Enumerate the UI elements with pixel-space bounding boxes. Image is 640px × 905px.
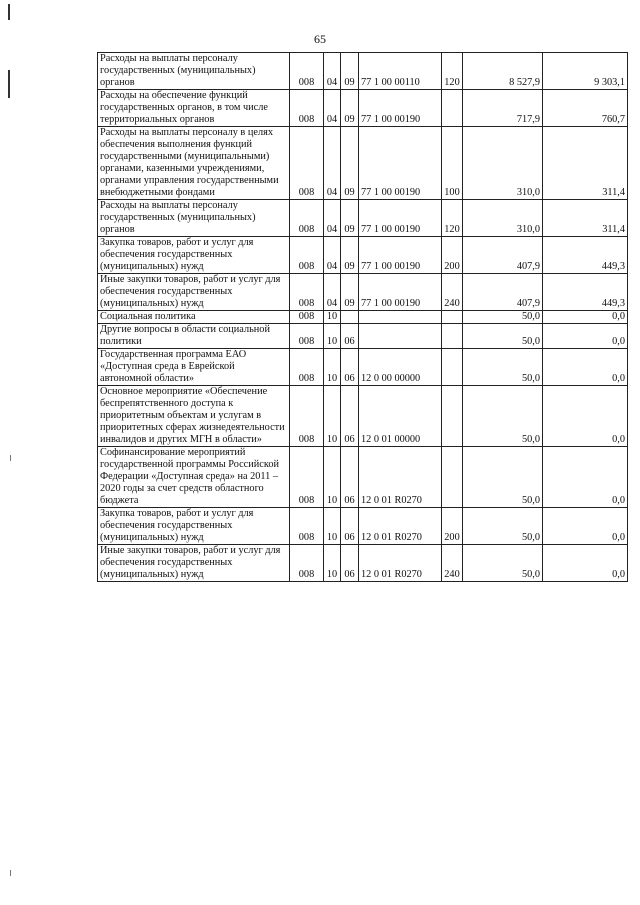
table-row	[98, 447, 628, 508]
expense-name-cell: Другие вопросы в области социальной политики	[98, 324, 290, 349]
table-row	[98, 90, 628, 127]
target-article-cell: 77 1 00 00190	[359, 200, 442, 237]
expense-name-cell: Расходы на выплаты персоналу государственных (муниципальных) органов	[98, 53, 290, 90]
scan-margin-mark	[10, 870, 11, 876]
section-code-cell: 10	[324, 386, 341, 447]
expense-name-cell: Расходы на выплаты персоналу государственных (муниципальных) органов	[98, 200, 290, 237]
subsection-code-cell: 09	[341, 53, 359, 90]
expense-type-cell: 120	[442, 200, 463, 237]
target-article-cell: 77 1 00 00190	[359, 90, 442, 127]
grbs-code-cell: 008	[290, 447, 324, 508]
subsection-code-cell: 09	[341, 90, 359, 127]
table-row	[98, 127, 628, 200]
expense-type-cell: 240	[442, 545, 463, 582]
grbs-code-cell: 008	[290, 349, 324, 386]
grbs-code-cell: 008	[290, 237, 324, 274]
table-row	[98, 311, 628, 324]
expense-type-cell	[442, 324, 463, 349]
budget-table	[97, 52, 628, 582]
table-row	[98, 349, 628, 386]
amount-year1-cell: 407,9	[463, 274, 543, 311]
grbs-code-cell: 008	[290, 53, 324, 90]
amount-year1-cell: 50,0	[463, 349, 543, 386]
expense-name-cell: Основное мероприятие «Обеспечение беспрепятственного доступа к приоритетным объектам и услугам в приоритетных сферах жизнедеятельности инвалидов и других МГН в области»	[98, 386, 290, 447]
expense-name-cell: Софинансирование мероприятий государственной программы Российской Федерации «Доступная среда» на 2011 – 2020 годы за счет средств областного бюджета	[98, 447, 290, 508]
subsection-code-cell: 09	[341, 127, 359, 200]
grbs-code-cell: 008	[290, 324, 324, 349]
target-article-cell: 77 1 00 00190	[359, 237, 442, 274]
grbs-code-cell: 008	[290, 90, 324, 127]
amount-year1-cell: 310,0	[463, 200, 543, 237]
section-code-cell: 04	[324, 90, 341, 127]
target-article-cell	[359, 324, 442, 349]
target-article-cell	[359, 311, 442, 324]
amount-year1-cell: 50,0	[463, 386, 543, 447]
table-row	[98, 274, 628, 311]
budget-table-body	[98, 53, 628, 582]
amount-year2-cell: 0,0	[543, 386, 628, 447]
amount-year1-cell: 407,9	[463, 237, 543, 274]
grbs-code-cell: 008	[290, 274, 324, 311]
expense-type-cell	[442, 90, 463, 127]
subsection-code-cell: 06	[341, 508, 359, 545]
subsection-code-cell: 06	[341, 447, 359, 508]
expense-type-cell: 200	[442, 508, 463, 545]
expense-name-cell: Государственная программа ЕАО «Доступная среда в Еврейской автономной области»	[98, 349, 290, 386]
expense-type-cell: 200	[442, 237, 463, 274]
expense-type-cell	[442, 447, 463, 508]
section-code-cell: 10	[324, 545, 341, 582]
section-code-cell: 04	[324, 200, 341, 237]
expense-name-cell: Закупка товаров, работ и услуг для обеспечения государственных (муниципальных) нужд	[98, 237, 290, 274]
amount-year1-cell: 50,0	[463, 508, 543, 545]
expense-type-cell: 240	[442, 274, 463, 311]
grbs-code-cell: 008	[290, 386, 324, 447]
amount-year2-cell: 0,0	[543, 324, 628, 349]
target-article-cell: 12 0 01 R0270	[359, 545, 442, 582]
amount-year2-cell: 449,3	[543, 274, 628, 311]
grbs-code-cell: 008	[290, 545, 324, 582]
grbs-code-cell: 008	[290, 200, 324, 237]
subsection-code-cell: 06	[341, 324, 359, 349]
grbs-code-cell: 008	[290, 127, 324, 200]
amount-year1-cell: 8 527,9	[463, 53, 543, 90]
section-code-cell: 04	[324, 274, 341, 311]
grbs-code-cell: 008	[290, 311, 324, 324]
scan-margin-mark	[10, 455, 11, 461]
expense-name-cell: Иные закупки товаров, работ и услуг для обеспечения государственных (муниципальных) нужд	[98, 274, 290, 311]
amount-year2-cell: 0,0	[543, 545, 628, 582]
section-code-cell: 10	[324, 324, 341, 349]
expense-type-cell	[442, 349, 463, 386]
subsection-code-cell: 06	[341, 545, 359, 582]
expense-type-cell: 120	[442, 53, 463, 90]
amount-year2-cell: 9 303,1	[543, 53, 628, 90]
amount-year1-cell: 50,0	[463, 311, 543, 324]
page-number: 65	[314, 32, 326, 46]
expense-name-cell: Иные закупки товаров, работ и услуг для обеспечения государственных (муниципальных) нужд	[98, 545, 290, 582]
section-code-cell: 10	[324, 349, 341, 386]
section-code-cell: 04	[324, 237, 341, 274]
amount-year1-cell: 717,9	[463, 90, 543, 127]
scan-margin-mark	[8, 4, 10, 20]
amount-year1-cell: 50,0	[463, 545, 543, 582]
amount-year2-cell: 760,7	[543, 90, 628, 127]
grbs-code-cell: 008	[290, 508, 324, 545]
expense-name-cell: Закупка товаров, работ и услуг для обеспечения государственных (муниципальных) нужд	[98, 508, 290, 545]
subsection-code-cell: 09	[341, 274, 359, 311]
section-code-cell: 10	[324, 447, 341, 508]
table-row	[98, 200, 628, 237]
amount-year2-cell: 311,4	[543, 200, 628, 237]
target-article-cell: 77 1 00 00110	[359, 53, 442, 90]
expense-type-cell	[442, 386, 463, 447]
section-code-cell: 10	[324, 311, 341, 324]
expense-name-cell: Расходы на обеспечение функций государственных органов, в том числе территориальных органов	[98, 90, 290, 127]
table-row	[98, 237, 628, 274]
expense-type-cell: 100	[442, 127, 463, 200]
amount-year2-cell: 311,4	[543, 127, 628, 200]
scan-margin-mark	[8, 70, 10, 98]
amount-year2-cell: 449,3	[543, 237, 628, 274]
section-code-cell: 10	[324, 508, 341, 545]
table-row	[98, 508, 628, 545]
expense-name-cell: Расходы на выплаты персоналу в целях обеспечения выполнения функций государственными (муниципальными) органами, казенными учреждениями, органами управления государственными внебюджетными фондами	[98, 127, 290, 200]
subsection-code-cell: 09	[341, 237, 359, 274]
target-article-cell: 77 1 00 00190	[359, 274, 442, 311]
amount-year1-cell: 50,0	[463, 447, 543, 508]
amount-year2-cell: 0,0	[543, 508, 628, 545]
target-article-cell: 12 0 01 R0270	[359, 508, 442, 545]
subsection-code-cell	[341, 311, 359, 324]
amount-year1-cell: 50,0	[463, 324, 543, 349]
section-code-cell: 04	[324, 127, 341, 200]
amount-year2-cell: 0,0	[543, 349, 628, 386]
table-row	[98, 545, 628, 582]
expense-name-cell: Социальная политика	[98, 311, 290, 324]
target-article-cell: 12 0 00 00000	[359, 349, 442, 386]
amount-year2-cell: 0,0	[543, 447, 628, 508]
amount-year1-cell: 310,0	[463, 127, 543, 200]
table-row	[98, 53, 628, 90]
subsection-code-cell: 06	[341, 349, 359, 386]
table-row	[98, 324, 628, 349]
section-code-cell: 04	[324, 53, 341, 90]
amount-year2-cell: 0,0	[543, 311, 628, 324]
target-article-cell: 77 1 00 00190	[359, 127, 442, 200]
target-article-cell: 12 0 01 R0270	[359, 447, 442, 508]
target-article-cell: 12 0 01 00000	[359, 386, 442, 447]
expense-type-cell	[442, 311, 463, 324]
subsection-code-cell: 06	[341, 386, 359, 447]
subsection-code-cell: 09	[341, 200, 359, 237]
table-row	[98, 386, 628, 447]
